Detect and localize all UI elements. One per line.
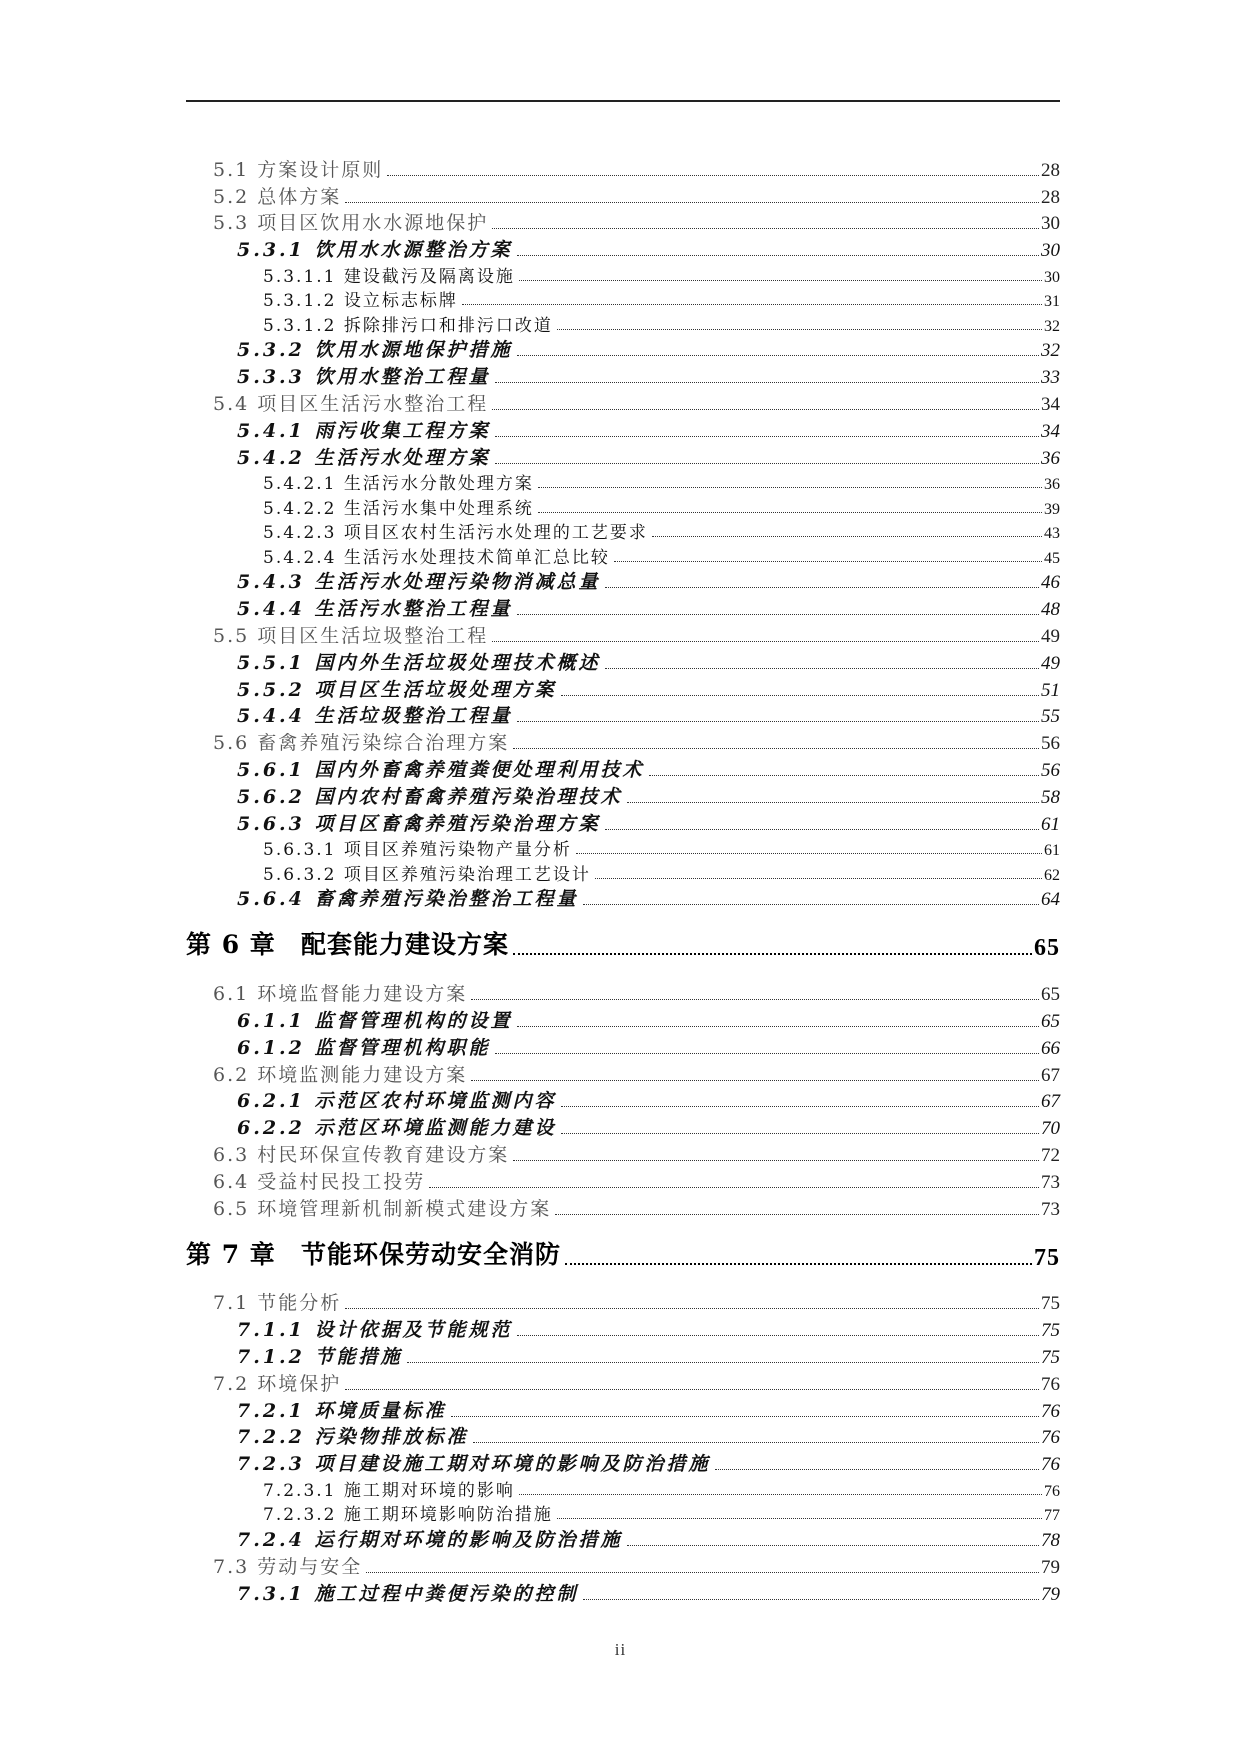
chapter-title: 配套能力建设方案 — [301, 930, 510, 960]
dot-leader — [576, 853, 1042, 854]
toc-entry[interactable] — [186, 1342, 1060, 1369]
dot-leader — [492, 409, 1039, 410]
toc-entry[interactable] — [186, 1006, 1060, 1033]
dot-leader — [561, 1133, 1039, 1134]
toc-entry[interactable] — [186, 836, 1060, 861]
dot-leader — [557, 1518, 1042, 1519]
toc-entry[interactable] — [186, 416, 1060, 443]
dot-leader — [605, 829, 1039, 830]
dot-leader — [387, 175, 1039, 176]
toc-entry[interactable] — [186, 262, 1060, 287]
toc-entry[interactable] — [186, 1552, 1060, 1579]
dot-leader — [583, 1599, 1039, 1600]
toc-page-number: 28 — [1041, 159, 1060, 181]
toc-entry-title: 5.4.2.3 项目区农村生活污水处理的工艺要求 — [263, 523, 648, 544]
toc-entry-title: 5.4.2.4 生活污水处理技术简单汇总比较 — [263, 547, 610, 568]
toc-entry[interactable] — [186, 1289, 1060, 1316]
toc-entry[interactable] — [186, 728, 1060, 755]
toc-entry[interactable] — [186, 362, 1060, 389]
dot-leader — [513, 953, 1032, 955]
toc-entry-title: 7.2.4 运行期对环境的影响及防治措施 — [237, 1528, 623, 1551]
toc-page-number: 76 — [1041, 1454, 1060, 1476]
toc-page-number: 55 — [1041, 706, 1060, 728]
table-of-contents — [186, 155, 1060, 1606]
toc-page-number: 76 — [1041, 1427, 1060, 1449]
toc-entry[interactable] — [186, 1167, 1060, 1194]
toc-entry-title: 6.2 环境监测能力建设方案 — [213, 1063, 468, 1086]
toc-page-number: 56 — [1041, 760, 1060, 782]
toc-page-number: 70 — [1041, 1118, 1060, 1140]
toc-page-number: 61 — [1041, 813, 1060, 835]
toc-entry[interactable] — [186, 702, 1060, 729]
toc-page-number: 49 — [1041, 652, 1060, 674]
toc-entry-title: 5.3 项目区饮用水水源地保护 — [213, 212, 489, 235]
dot-leader — [471, 999, 1039, 1000]
toc-page-number: 36 — [1041, 447, 1060, 469]
toc-page-number: 75 — [1034, 1244, 1060, 1271]
dot-leader — [519, 280, 1042, 281]
chapter-number: 第 7 章 — [186, 1239, 276, 1269]
toc-page-number: 77 — [1044, 1507, 1060, 1525]
toc-entry-title: 5.4.2.1 生活污水分散处理方案 — [263, 474, 534, 495]
toc-page-number: 75 — [1041, 1320, 1060, 1342]
toc-entry[interactable] — [186, 494, 1060, 519]
toc-entry-title: 7.3 劳动与安全 — [213, 1555, 363, 1578]
toc-entry-title: 5.4.4 生活垃圾整治工程量 — [237, 705, 513, 728]
toc-entry-title: 5.3.1.2 拆除排污口和排污口改道 — [263, 315, 553, 336]
toc-entry-title: 7.2.1 环境质量标准 — [237, 1399, 447, 1422]
toc-entry-title: 5.6.4 畜禽养殖污染治整治工程量 — [237, 888, 579, 911]
dot-leader — [538, 512, 1042, 513]
toc-page-number: 65 — [1034, 935, 1060, 962]
toc-entry[interactable] — [186, 1525, 1060, 1552]
toc-page-number: 32 — [1041, 340, 1060, 362]
toc-page-number: 61 — [1044, 842, 1060, 860]
dot-leader — [473, 1442, 1039, 1443]
toc-page-number: 30 — [1041, 240, 1060, 262]
toc-page-number: 28 — [1041, 186, 1060, 208]
toc-entry-title: 6.1.2 监督管理机构职能 — [237, 1036, 491, 1059]
toc-entry[interactable] — [186, 860, 1060, 885]
toc-entry[interactable] — [186, 755, 1060, 782]
dot-leader — [627, 802, 1039, 803]
toc-entry-title: 5.5.2 项目区生活垃圾处理方案 — [237, 678, 557, 701]
dot-leader — [462, 304, 1042, 305]
toc-entry[interactable] — [186, 1140, 1060, 1167]
toc-entry-title: 5.3.1.1 建设截污及隔离设施 — [263, 266, 515, 287]
toc-entry-title: 5.4.3 生活污水处理污染物消减总量 — [237, 571, 601, 594]
toc-entry[interactable] — [186, 155, 1060, 182]
toc-page-number: 75 — [1041, 1293, 1060, 1315]
toc-page-number: 31 — [1044, 293, 1060, 311]
toc-page-number: 48 — [1041, 599, 1060, 621]
toc-page-number: 75 — [1041, 1347, 1060, 1368]
toc-entry[interactable] — [186, 1369, 1060, 1396]
toc-entry[interactable] — [186, 1194, 1060, 1221]
toc-entry-title: 5.6.2 国内农村畜禽养殖污染治理技术 — [237, 785, 623, 808]
toc-entry[interactable] — [186, 209, 1060, 236]
toc-page-number: 43 — [1044, 525, 1060, 543]
toc-entry-title: 5.3.1.2 设立标志标牌 — [263, 291, 458, 312]
toc-entry[interactable] — [186, 979, 1060, 1006]
dot-leader — [495, 436, 1039, 437]
toc-entry-title: 5.1 方案设计原则 — [213, 158, 384, 181]
chapter-number: 第 6 章 — [186, 930, 276, 960]
toc-entry[interactable] — [186, 1087, 1060, 1114]
toc-entry-title: 5.6.1 国内外畜禽养殖粪便处理利用技术 — [237, 759, 645, 782]
dot-leader — [495, 463, 1039, 464]
toc-entry-title: 5.5.1 国内外生活垃圾处理技术概述 — [237, 651, 601, 674]
toc-entry[interactable] — [186, 1476, 1060, 1501]
dot-leader — [345, 202, 1039, 203]
toc-page-number: 76 — [1041, 1400, 1060, 1422]
toc-entry-title: 5.3.2 饮用水源地保护措施 — [237, 339, 513, 362]
toc-entry-title: 7.2 环境保护 — [213, 1372, 342, 1395]
toc-entry-title — [186, 1235, 561, 1271]
dot-leader — [583, 904, 1039, 905]
toc-page-number: 30 — [1041, 213, 1060, 235]
toc-page-number: 79 — [1041, 1583, 1060, 1605]
dot-leader — [345, 1389, 1039, 1390]
toc-page-number: 65 — [1041, 984, 1060, 1006]
dot-leader — [492, 641, 1039, 642]
toc-entry-title: 7.1.2 节能措施 — [237, 1346, 403, 1368]
toc-entry-title: 7.2.3.2 施工期环境影响防治措施 — [263, 1505, 553, 1526]
toc-entry-title: 5.4.1 雨污收集工程方案 — [237, 419, 491, 442]
toc-page-number: 30 — [1044, 268, 1060, 286]
toc-page-number: 66 — [1041, 1037, 1060, 1059]
toc-page-number: 51 — [1041, 679, 1060, 701]
dot-leader — [652, 536, 1042, 537]
toc-entry[interactable] — [186, 1113, 1060, 1140]
toc-page-number: 62 — [1044, 866, 1060, 884]
page-number: ii — [614, 1640, 627, 1659]
toc-entry-title: 7.1 节能分析 — [213, 1292, 342, 1315]
dot-leader — [407, 1362, 1039, 1363]
toc-entry-title: 6.2.2 示范区环境监测能力建设 — [237, 1117, 557, 1140]
dot-leader — [627, 1545, 1039, 1546]
toc-entry-title: 6.3 村民环保宣传教育建设方案 — [213, 1144, 510, 1167]
dot-leader — [451, 1416, 1039, 1417]
toc-entry-title: 5.4 项目区生活污水整治工程 — [213, 393, 489, 416]
toc-entry-title: 7.2.2 污染物排放标准 — [237, 1426, 469, 1449]
toc-entry[interactable] — [186, 675, 1060, 702]
toc-entry-title: 6.4 受益村民投工投劳 — [213, 1170, 426, 1193]
toc-entry-title: 5.5 项目区生活垃圾整治工程 — [213, 625, 489, 648]
toc-page-number: 73 — [1041, 1198, 1060, 1220]
dot-leader — [345, 1308, 1039, 1309]
dot-leader — [605, 587, 1039, 588]
toc-page-number: 45 — [1044, 549, 1060, 567]
toc-entry-title: 5.6 畜禽养殖污染综合治理方案 — [213, 732, 510, 755]
toc-entry-title: 5.6.3.2 项目区养殖污染治理工艺设计 — [263, 864, 591, 885]
dot-leader — [565, 1263, 1032, 1265]
toc-entry-title: 5.6.3 项目区畜禽养殖污染治理方案 — [237, 812, 601, 835]
dot-leader — [513, 1160, 1039, 1161]
toc-page-number: 78 — [1041, 1529, 1060, 1551]
toc-entry[interactable] — [186, 648, 1060, 675]
toc-page-number: 79 — [1041, 1556, 1060, 1578]
dot-leader — [538, 487, 1042, 488]
toc-entry-title: 5.4.2.2 生活污水集中处理系统 — [263, 498, 534, 519]
dot-leader — [517, 1026, 1039, 1027]
toc-page-number: 36 — [1044, 476, 1060, 494]
toc-entry-title: 5.6.3.1 项目区养殖污染物产量分析 — [263, 840, 572, 861]
toc-page-number: 67 — [1041, 1064, 1060, 1086]
toc-entry[interactable] — [186, 594, 1060, 621]
dot-leader — [495, 1053, 1039, 1054]
toc-entry-title: 7.1.1 设计依据及节能规范 — [237, 1319, 513, 1342]
toc-page-number: 72 — [1041, 1145, 1060, 1167]
chapter-title: 节能环保劳动安全消防 — [301, 1239, 562, 1269]
toc-page-number: 76 — [1041, 1373, 1060, 1395]
dot-leader — [555, 1214, 1039, 1215]
toc-entry-title: 5.2 总体方案 — [213, 185, 342, 208]
toc-entry-title: 5.3.3 饮用水整治工程量 — [237, 366, 491, 389]
toc-page-number: 76 — [1044, 1482, 1060, 1500]
toc-entry[interactable] — [186, 1449, 1060, 1476]
toc-page-number: 32 — [1044, 317, 1060, 335]
dot-leader — [471, 1080, 1039, 1081]
toc-entry[interactable] — [186, 543, 1060, 568]
dot-leader — [561, 1106, 1039, 1107]
toc-entry[interactable] — [186, 287, 1060, 312]
dot-leader — [649, 775, 1039, 776]
toc-entry[interactable] — [186, 809, 1060, 836]
dot-leader — [429, 1187, 1039, 1188]
toc-entry[interactable] — [186, 1315, 1060, 1342]
dot-leader — [561, 695, 1039, 696]
toc-page-number: 49 — [1041, 626, 1060, 648]
toc-entry[interactable] — [186, 1501, 1060, 1526]
dot-leader — [517, 255, 1039, 256]
dot-leader — [517, 1335, 1039, 1336]
toc-chapter-entry[interactable] — [186, 917, 1060, 969]
dot-leader — [495, 382, 1039, 383]
toc-entry-title: 6.5 环境管理新机制新模式建设方案 — [213, 1197, 552, 1220]
dot-leader — [492, 228, 1039, 229]
toc-entry[interactable] — [186, 336, 1060, 363]
toc-entry-title: 6.1.1 监督管理机构的设置 — [237, 1010, 513, 1033]
toc-page-number: 46 — [1041, 572, 1060, 594]
toc-entry[interactable] — [186, 1396, 1060, 1423]
dot-leader — [517, 721, 1039, 722]
toc-entry[interactable] — [186, 182, 1060, 209]
toc-entry[interactable] — [186, 1033, 1060, 1060]
toc-page-number: 65 — [1041, 1011, 1060, 1033]
dot-leader — [614, 561, 1042, 562]
toc-entry[interactable] — [186, 519, 1060, 544]
toc-entry[interactable] — [186, 470, 1060, 495]
toc-entry[interactable] — [186, 311, 1060, 336]
toc-page-number: 64 — [1041, 889, 1060, 911]
dot-leader — [517, 355, 1039, 356]
toc-page-number: 33 — [1041, 367, 1060, 389]
toc-page-number: 67 — [1041, 1091, 1060, 1113]
dot-leader — [366, 1572, 1039, 1573]
toc-entry-title: 6.2.1 示范区农村环境监测内容 — [237, 1090, 557, 1113]
toc-page-number: 73 — [1041, 1171, 1060, 1193]
toc-entry-title: 6.1 环境监督能力建设方案 — [213, 983, 468, 1006]
dot-leader — [519, 1494, 1042, 1495]
dot-leader — [517, 614, 1039, 615]
toc-page-number: 34 — [1041, 420, 1060, 442]
toc-entry[interactable] — [186, 621, 1060, 648]
toc-entry-title: 7.2.3 项目建设施工期对环境的影响及防治措施 — [237, 1453, 711, 1476]
toc-entry[interactable] — [186, 568, 1060, 595]
toc-entry[interactable] — [186, 1060, 1060, 1087]
toc-entry-title — [186, 925, 509, 961]
dot-leader — [513, 748, 1039, 749]
header-rule — [186, 100, 1060, 102]
toc-entry[interactable] — [186, 389, 1060, 416]
toc-entry-title: 7.2.3.1 施工期对环境的影响 — [263, 1480, 515, 1501]
toc-page-number: 34 — [1041, 394, 1060, 416]
dot-leader — [595, 878, 1042, 879]
toc-entry[interactable] — [186, 782, 1060, 809]
toc-entry[interactable] — [186, 443, 1060, 470]
toc-entry[interactable] — [186, 235, 1060, 262]
toc-chapter-entry[interactable] — [186, 1227, 1060, 1279]
toc-page-number: 58 — [1041, 786, 1060, 808]
toc-entry-title: 5.4.2 生活污水处理方案 — [237, 446, 491, 469]
dot-leader — [605, 668, 1039, 669]
toc-page-number: 56 — [1041, 733, 1060, 755]
toc-entry-title: 5.4.4 生活污水整治工程量 — [237, 598, 513, 621]
toc-entry-title: 7.3.1 施工过程中粪便污染的控制 — [237, 1582, 579, 1605]
toc-page-number: 39 — [1044, 500, 1060, 518]
toc-entry[interactable] — [186, 1579, 1060, 1606]
toc-entry[interactable] — [186, 885, 1060, 912]
dot-leader — [715, 1469, 1039, 1470]
toc-entry-title: 5.3.1 饮用水水源整治方案 — [237, 239, 513, 262]
toc-entry[interactable] — [186, 1423, 1060, 1450]
dot-leader — [557, 329, 1042, 330]
